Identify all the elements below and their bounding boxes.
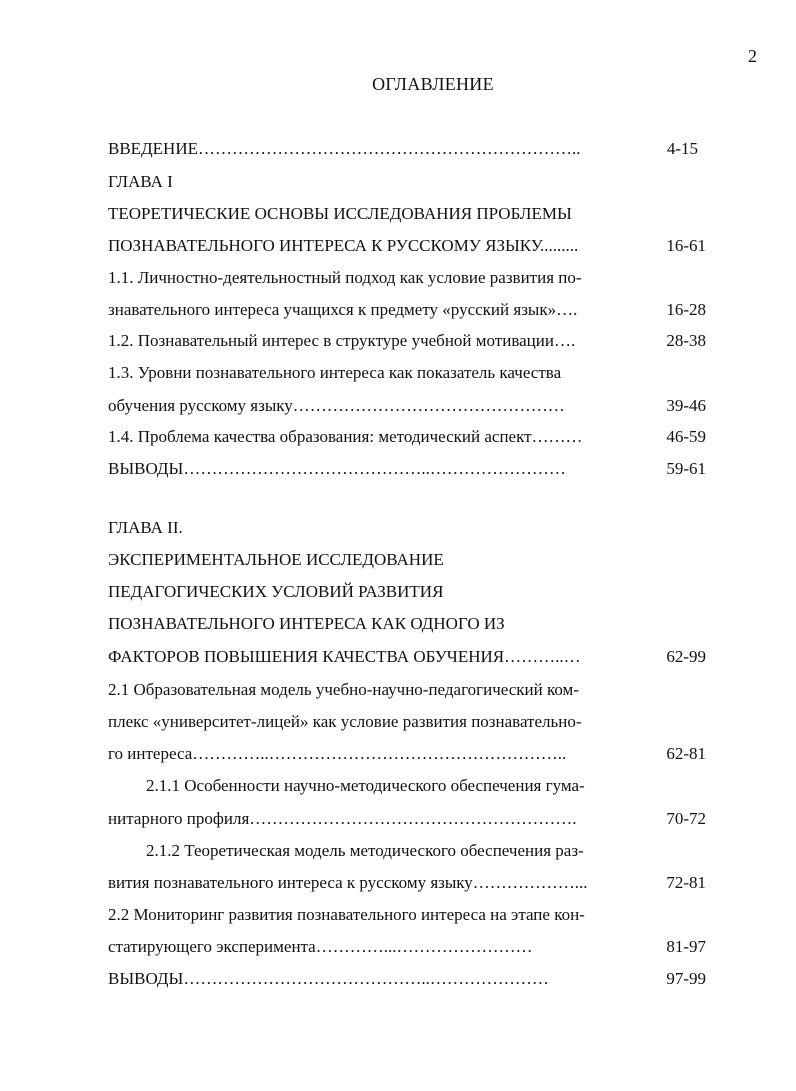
toc-section-2-1-1-line-1: 2.1.1 Особенности научно-методического обеспечения гума- (146, 776, 585, 795)
toc-section-2-1-line-2: плекс «университет-лицей» как условие развития познавательно- (108, 712, 582, 731)
toc-pages-section-1-3: 39-46 (666, 396, 706, 415)
toc-pages-section-2-1-1: 70-72 (666, 809, 706, 828)
toc-pages-section-1-2: 28-38 (666, 331, 706, 350)
toc-chapter-2-title-line-3: ПОЗНАВАТЕЛЬНОГО ИНТЕРЕСА КАК ОДНОГО ИЗ (108, 614, 505, 633)
toc-section-2-1-2-line-2: вития познавательного интереса к русскому языку………………... (108, 873, 588, 892)
toc-chapter-1-label: ГЛАВА I (108, 172, 173, 191)
toc-conclusions-1: ВЫВОДЫ……………………………………..…………………… (108, 459, 566, 478)
toc-section-1-3-line-1: 1.3. Уровни познавательного интереса как показатель качества (108, 363, 562, 382)
toc-entry-introduction: ВВЕДЕНИЕ………………………………………………………….. (108, 139, 581, 158)
toc-section-1-2: 1.2. Познавательный интерес в структуре учебной мотивации…. (108, 331, 576, 350)
toc-section-2-1-2-line-1: 2.1.2 Теоретическая модель методического обеспечения раз- (146, 841, 584, 860)
toc-section-2-2-line-2: статирующего эксперимента…………...…………………… (108, 937, 533, 956)
toc-pages-section-1-1: 16-28 (666, 300, 706, 319)
toc-section-2-2-line-1: 2.2 Мониторинг развития познавательного интереса на этапе кон- (108, 905, 585, 924)
toc-section-2-1-1-line-2: нитарного профиля…………………………………………………. (108, 809, 577, 828)
toc-section-1-1-line-2: знавательного интереса учащихся к предмету «русский язык»…. (108, 300, 578, 319)
toc-pages-section-1-4: 46-59 (666, 427, 706, 446)
toc-section-2-1-line-1: 2.1 Образовательная модель учебно-научно-педагогический ком- (108, 680, 579, 699)
toc-chapter-2-title-line-2: ПЕДАГОГИЧЕСКИХ УСЛОВИЙ РАЗВИТИЯ (108, 582, 444, 601)
toc-section-1-3-line-2: обучения русскому языку………………………………………… (108, 396, 565, 415)
toc-pages-conclusions-2: 97-99 (666, 969, 706, 988)
toc-pages-conclusions-1: 59-61 (666, 459, 706, 478)
toc-pages-section-2-2: 81-97 (666, 937, 706, 956)
toc-pages-section-2-1: 62-81 (666, 744, 706, 763)
toc-pages-chapter-1: 16-61 (666, 236, 706, 255)
toc-chapter-2-label: ГЛАВА II. (108, 518, 183, 537)
page-title: ОГЛАВЛЕНИЕ (372, 74, 494, 94)
toc-section-1-4: 1.4. Проблема качества образования: методический аспект……… (108, 427, 583, 446)
toc-pages-section-2-1-2: 72-81 (666, 873, 706, 892)
toc-section-2-1-line-3: го интереса…………..…………………………………………….. (108, 744, 567, 763)
toc-section-1-1-line-1: 1.1. Личностно-деятельностный подход как условие развития по- (108, 268, 582, 287)
toc-chapter-2-title-line-4: ФАКТОРОВ ПОВЫШЕНИЯ КАЧЕСТВА ОБУЧЕНИЯ………..… (108, 647, 581, 666)
toc-chapter-1-title-line-1: ТЕОРЕТИЧЕСКИЕ ОСНОВЫ ИССЛЕДОВАНИЯ ПРОБЛЕМЫ (108, 204, 572, 223)
toc-chapter-2-title-line-1: ЭКСПЕРИМЕНТАЛЬНОЕ ИССЛЕДОВАНИЕ (108, 550, 444, 569)
toc-chapter-1-title-line-2: ПОЗНАВАТЕЛЬНОГО ИНТЕРЕСА К РУССКОМУ ЯЗЫКУ......... (108, 236, 579, 255)
toc-pages-introduction: 4-15 (666, 139, 698, 158)
page-number: 2 (748, 46, 757, 66)
toc-conclusions-2: ВЫВОДЫ……………………………………..………………… (108, 969, 549, 988)
toc-pages-chapter-2: 62-99 (666, 647, 706, 666)
